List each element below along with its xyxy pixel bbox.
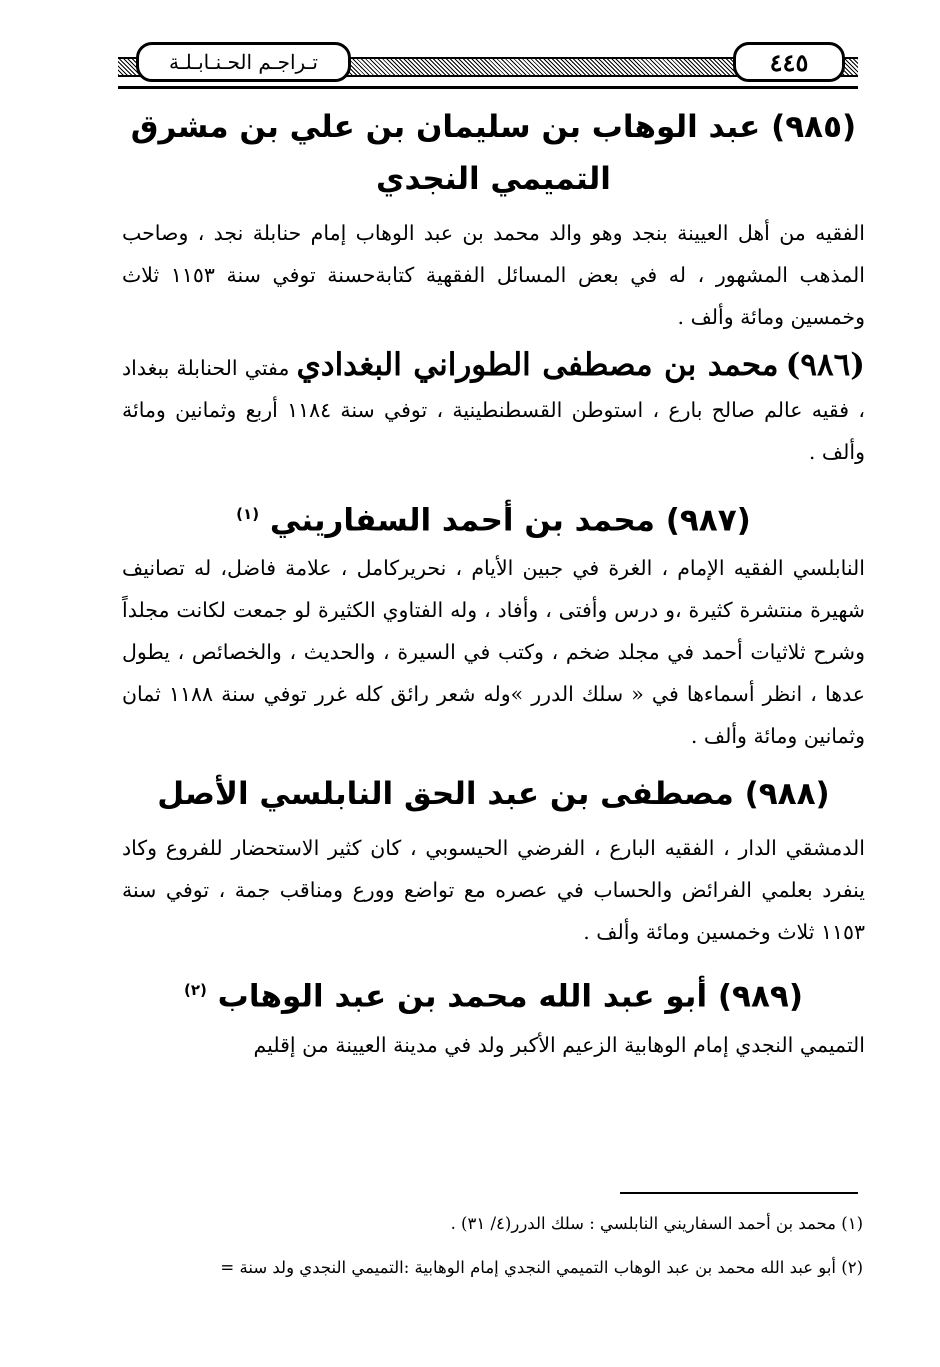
page-number: ٤٤٥ (733, 42, 845, 82)
entry-986 (122, 344, 865, 473)
footnote-mark[interactable]: (١) (236, 505, 260, 523)
entry-number: (٩٨٧) (665, 502, 751, 539)
entry-title (122, 963, 865, 1023)
entry-text: الفقيه من أهل العيينة بنجد وهو والد محمد بن عبد الوهاب إمام حنابلة نجد ، وصاحب المذهب المشهور ، له في بعض المسائل الفقهية كتابةحسنة توفي سنة ١١٥٣ ثلاث وخمسين ومائة وألف . (122, 221, 865, 329)
footnotes (118, 1202, 863, 1290)
entry-title-line2: التميمي النجدي (376, 161, 611, 197)
footnote-separator (620, 1192, 858, 1194)
entry-988 (122, 767, 865, 953)
entry-paragraph (122, 344, 865, 473)
entry-title (122, 767, 865, 821)
header-rule (118, 86, 858, 89)
footnote-mark[interactable]: (٢) (184, 981, 207, 1000)
entry-title (122, 487, 865, 547)
entry-number: (٩٨٥) (771, 109, 857, 145)
entry-number: (٩٨٩) (717, 978, 803, 1015)
page-content (122, 100, 865, 1066)
entry-985 (122, 100, 865, 338)
entry-text: الدمشقي الدار ، الفقيه البارع ، الفرضي الحيسوبي ، كان كثير الاستحضار للفروع وكاد ينفرد بعلمي الفرائض والحساب في عصره مع تواضع وورع ومناقب جمة ، توفي سنة ١١٥٣ ثلاث وخمسين ومائة وألف . (122, 836, 865, 945)
entry-name: أبو عبد الله محمد بن عبد الوهاب (217, 978, 708, 1015)
entry-name: مصطفى بن عبد الحق النابلسي الأصل (157, 776, 734, 813)
entry-text: التميمي النجدي إمام الوهابية الزعيم الأكبر ولد في مدينة العيينة من إقليم (253, 1032, 865, 1057)
running-title: تـراجـم الحـنـابـلـة (136, 42, 351, 82)
footnote-1: (١) محمد بن أحمد السفاريني النابلسي : سلك الدرر(٤/ ٣١) . (450, 1214, 863, 1233)
entry-name: محمد بن مصطفى الطوراني البغدادي (296, 347, 779, 383)
entry-number: (٩٨٦) (785, 347, 865, 383)
entry-text: النابلسي الفقيه الإمام ، الغرة في جبين الأيام ، نحريركامل ، علامة فاضل، له تصانيف شهيرة منتشرة كثيرة ،و درس وأفتى ، وأفاد ، وله الفتاوي الكثيرة لو جمعت لكانت مجلداً وشرح ثلاثيات أحمد في مجلد ضخم ، وكتب في السيرة ، والحديث ، والخصائص ، يطول عدها ، انظر أسماءها في « سلك الدرر »وله شعر رائق كله غرر توفي سنة ١١٨٨ ثمان وثمانين ومائة وألف . (122, 556, 866, 749)
entry-989 (122, 963, 865, 1065)
entry-lead: مفتي (244, 356, 290, 380)
footnote-2: (٢) أبو عبد الله محمد بن عبد الوهاب التميمي النجدي إمام الوهابية :التميمي النجدي ولد سنة = (220, 1258, 863, 1277)
entry-text: الحنابلة ببغداد ، فقيه عالم صالح بارع ، استوطن القسطنطينية ، توفي سنة ١١٨٤ أربع وثمانين ومائة وألف . (122, 356, 865, 464)
entry-987 (122, 487, 865, 757)
entry-title (122, 100, 865, 154)
entry-name: عبد الوهاب بن سليمان بن علي بن مشرق (130, 109, 761, 145)
entry-name: محمد بن أحمد السفاريني (269, 502, 655, 539)
entry-number: (٩٨٨) (744, 776, 830, 813)
page-header (118, 40, 858, 88)
